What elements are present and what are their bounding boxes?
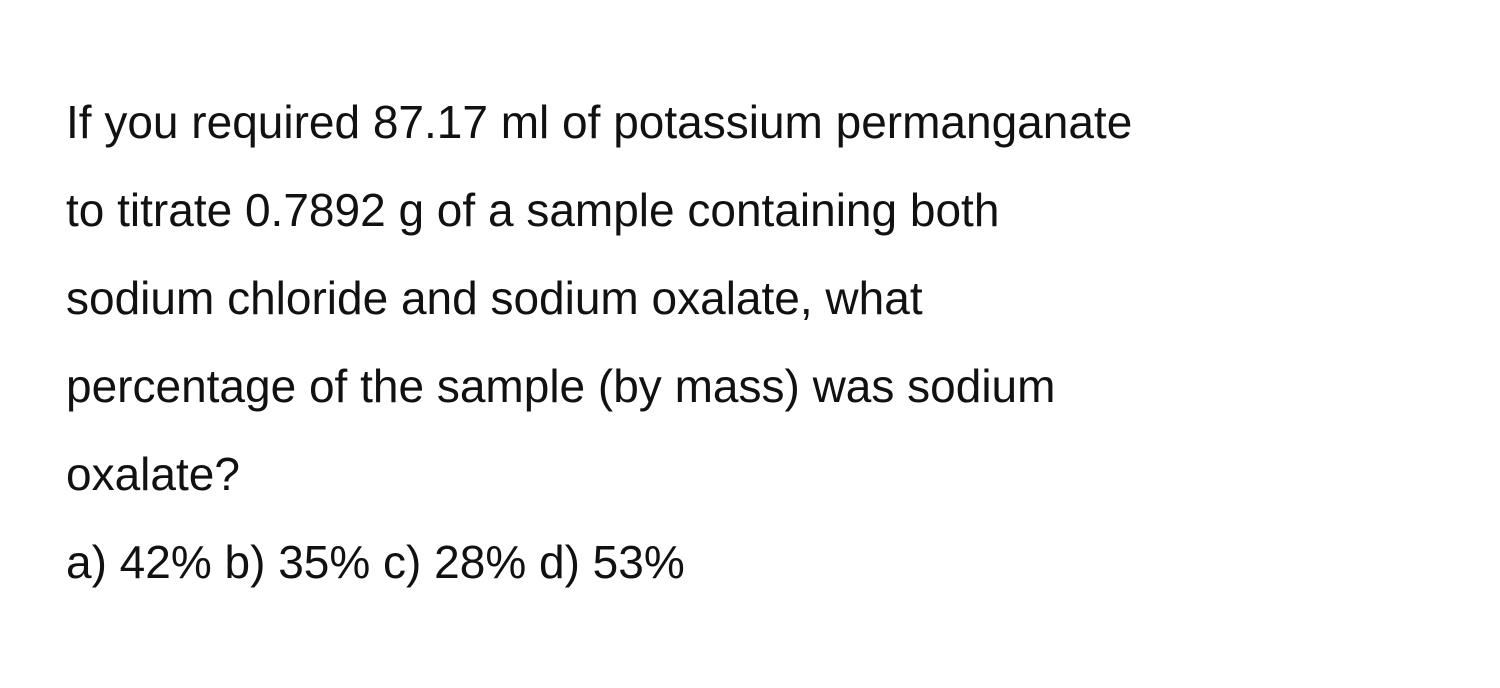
- question-line: oxalate?: [66, 448, 240, 500]
- question-line: sodium chloride and sodium oxalate, what: [66, 272, 923, 324]
- question-line: If you required 87.17 ml of potassium permanganate: [66, 96, 1133, 148]
- question-line: to titrate 0.7892 g of a sample containing both: [66, 184, 1000, 236]
- answer-options: a) 42% b) 35% c) 28% d) 53%: [66, 536, 685, 588]
- question-text: [66, 78, 1466, 606]
- question-line: percentage of the sample (by mass) was sodium: [66, 360, 1056, 412]
